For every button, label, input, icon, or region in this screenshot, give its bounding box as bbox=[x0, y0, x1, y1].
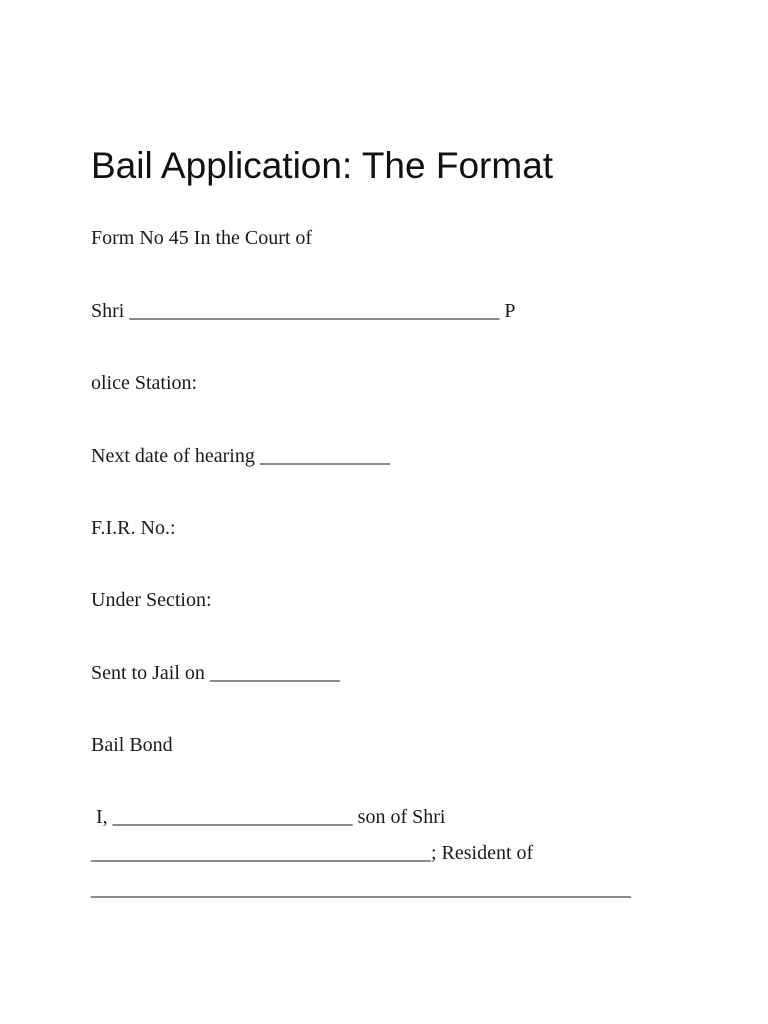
declarant-name-line: I, ________________________ son of Shri bbox=[91, 806, 446, 828]
under-section-line: Under Section: bbox=[91, 589, 212, 611]
next-hearing-date-line: Next date of hearing _____________ bbox=[91, 445, 390, 467]
bail-bond-heading: Bail Bond bbox=[91, 734, 173, 756]
address-blank-line: ______________________________________________________ bbox=[91, 878, 631, 900]
document-title: Bail Application: The Format bbox=[91, 145, 554, 186]
police-station-line: olice Station: bbox=[91, 372, 198, 394]
shri-blank-line: Shri _____________________________________ P bbox=[91, 300, 516, 322]
fir-number-line: F.I.R. No.: bbox=[91, 517, 176, 539]
court-form-line: Form No 45 In the Court of bbox=[91, 227, 313, 249]
father-name-resident-line: __________________________________; Resident of bbox=[91, 842, 534, 864]
sent-to-jail-line: Sent to Jail on _____________ bbox=[91, 662, 340, 684]
